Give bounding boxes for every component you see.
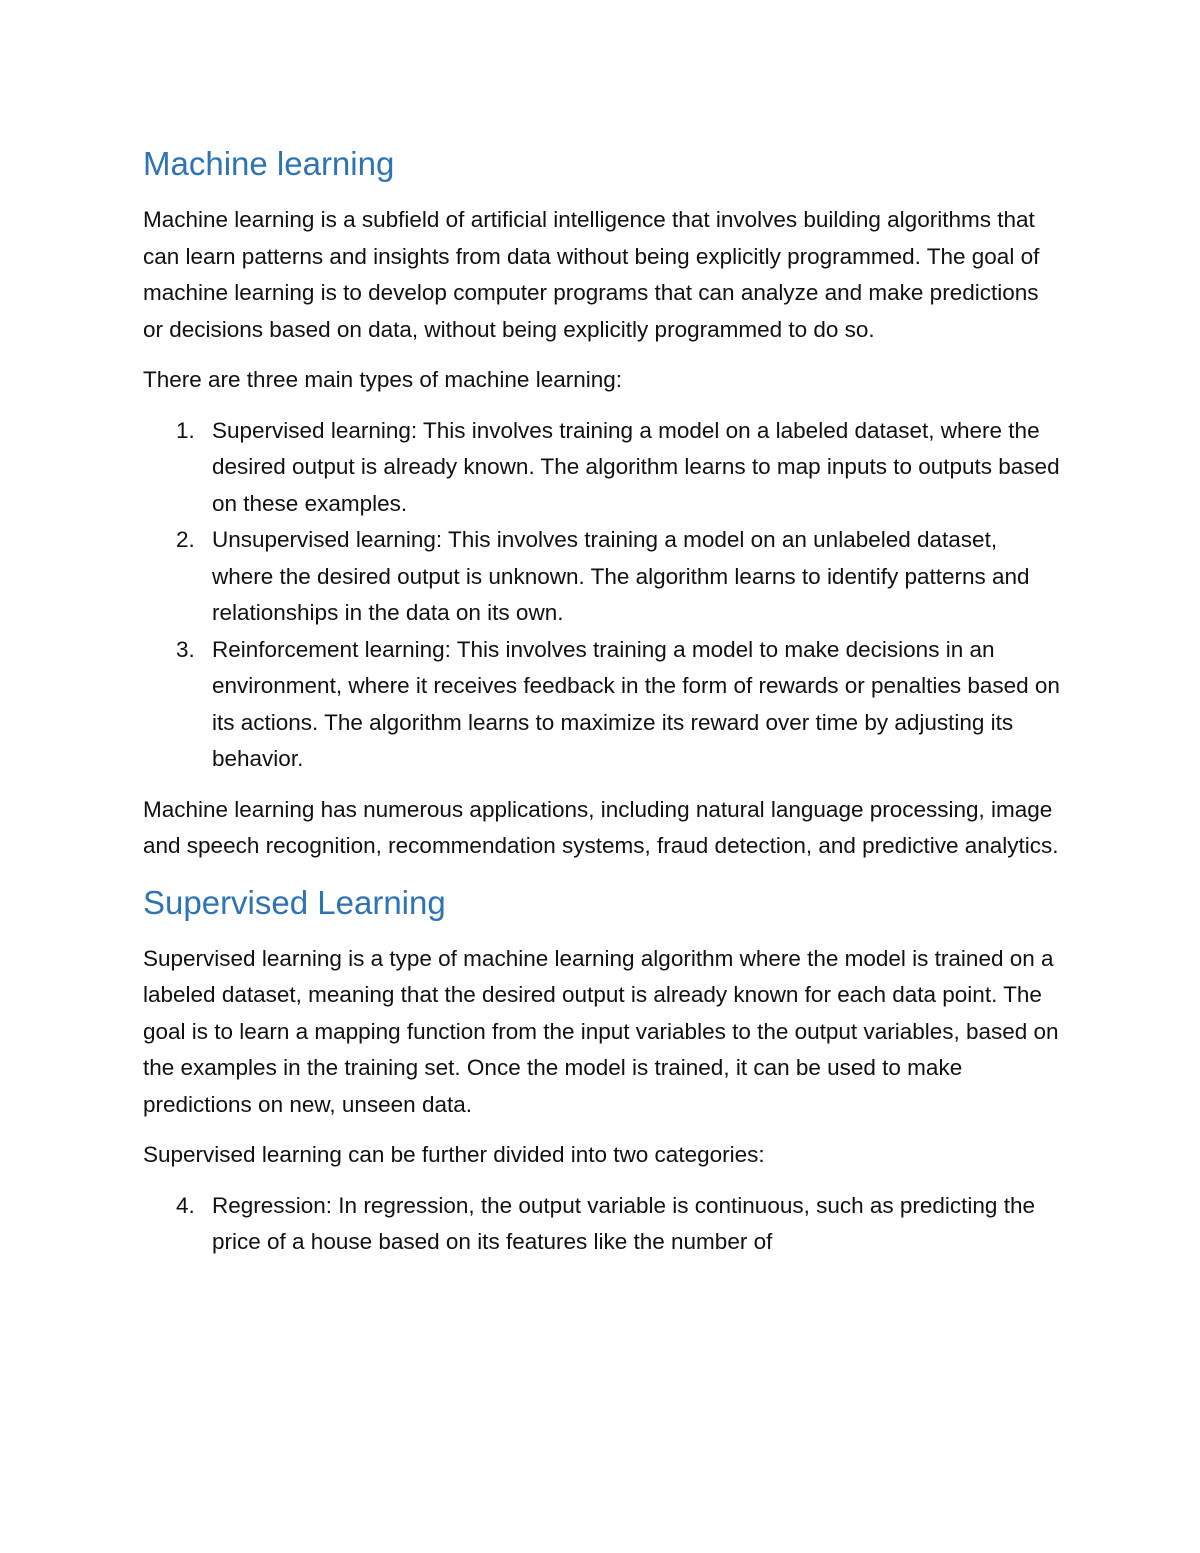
list-item-text: Reinforcement learning: This involves training a model to make decisions in an environment, where it receives feedback in the form of rewards or penalties based on its actions. The algorithm learns to maximize its reward over time by adjusting its behavior. (212, 636, 1060, 771)
paragraph-supervised-categories-lead: Supervised learning can be further divided into two categories: (143, 1142, 765, 1167)
numbered-list-supervised-categories (143, 1188, 1063, 1261)
paragraph-supervised-intro: Supervised learning is a type of machine learning algorithm where the model is trained on a labeled dataset, meaning that the desired output is already known for each data point. The goal is to learn a mapping function from the input variables to the output variables, based on the examples in the training set. Once the model is trained, it can be used to make predictions on new, unseen data. (143, 945, 1059, 1117)
list-item (143, 632, 1063, 778)
list-item-text: Supervised learning: This involves training a model on a labeled dataset, where the desired output is already known. The algorithm learns to map inputs to outputs based on these examples. (212, 417, 1060, 516)
list-item-number: 2. (176, 527, 195, 552)
list-item-number: 1. (176, 417, 195, 443)
list-item-text: Regression: In regression, the output variable is continuous, such as predicting the price of a house based on its features like the number of (212, 1192, 1035, 1254)
list-item-number: 3. (176, 636, 195, 662)
numbered-list-ml-types (143, 413, 1063, 778)
document-body (143, 140, 1063, 1275)
list-item (143, 522, 1063, 632)
paragraph-ml-intro: Machine learning is a subfield of artificial intelligence that involves building algorithms that can learn patterns and insights from data without being explicitly programmed. The goal of machine learning is to develop computer programs that can analyze and make predictions or decisions based on data, without being explicitly programmed to do so. (143, 207, 1040, 342)
list-item (143, 1188, 1063, 1261)
list-item-number: 4. (176, 1192, 195, 1218)
list-item (143, 413, 1063, 523)
paragraph-ml-applications: Machine learning has numerous applications, including natural language processing, image and speech recognition, recommendation systems, fraud detection, and predictive analytics. (143, 796, 1059, 858)
heading-supervised-learning: Supervised Learning (143, 883, 446, 921)
paragraph-ml-types-lead: There are three main types of machine learning: (143, 367, 623, 392)
list-item-text: Unsupervised learning: This involves training a model on an unlabeled dataset, where the desired output is unknown. The algorithm learns to identify patterns and relationships in the data on its own. (212, 527, 1030, 625)
heading-machine-learning: Machine learning (143, 145, 395, 182)
